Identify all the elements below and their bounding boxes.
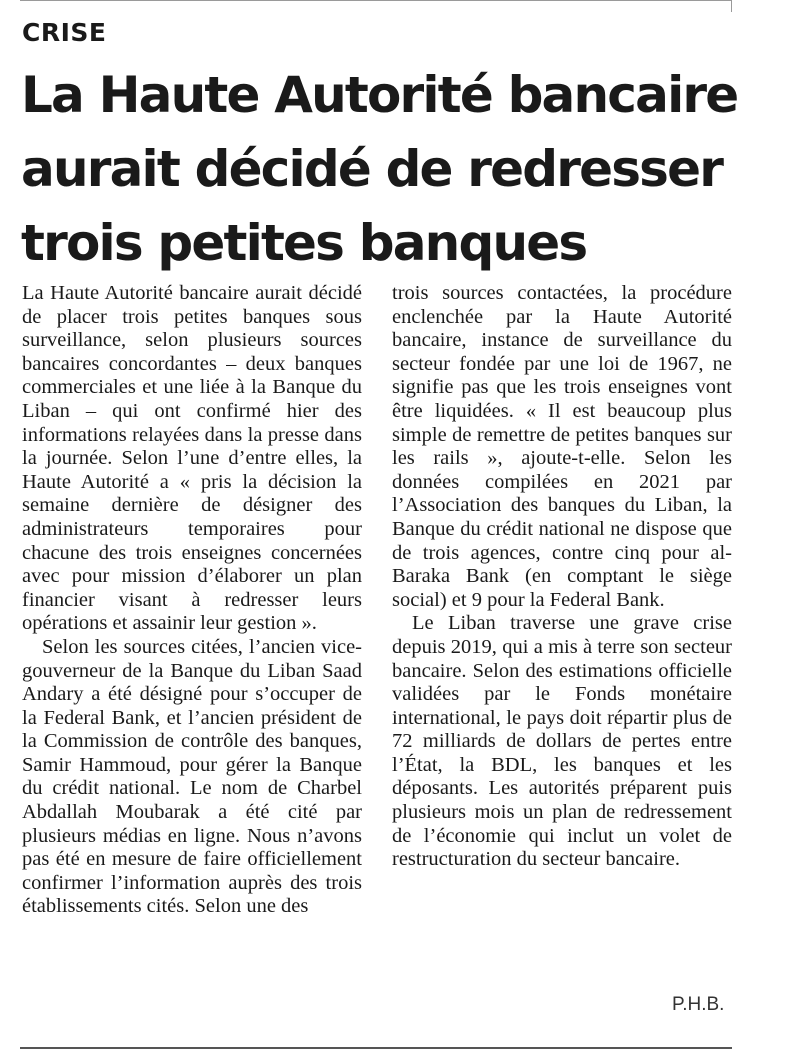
headline bbox=[21, 58, 741, 280]
byline: P.H.B. bbox=[672, 994, 725, 1015]
right-rule bbox=[731, 0, 732, 12]
section-kicker: CRISE bbox=[22, 18, 107, 47]
headline-line: aurait décidé de redresser bbox=[21, 140, 723, 198]
paragraph: La Haute Autorité bancaire aurait décidé de placer trois petites banques sous surveillance, selon plusieurs sources bancaires concordantes – deux banques commerciales et une liée à la Banque du Liban – qui ont confirmé hier des informations relayées dans la presse dans la journée. Selon l’une d’entre elles, la Haute Autorité a « pris la décision la semaine dernière de désigner des administrateurs temporaires pour chacune des trois enseignes concernées avec pour mission d’élaborer un plan financier visant à redresser leurs opérations et assainir leur gestion ». bbox=[22, 282, 362, 635]
paragraph: Le Liban traverse une grave crise depuis 2019, qui a mis à terre son secteur bancaire. Selon des estimations officielle validées par le Fonds monétaire international, le pays doit répartir plus de 72 milliards de dollars de pertes entre l’État, la BDL, les banques et les déposants. Les autorités préparent puis plusieurs mois un plan de redressement de l’économie qui inclut un volet de restructuration du secteur bancaire. bbox=[392, 612, 732, 871]
bottom-rule bbox=[20, 1047, 732, 1049]
article-column-right bbox=[392, 282, 732, 872]
headline-line: trois petites banques bbox=[21, 214, 587, 272]
top-rule bbox=[20, 0, 732, 1]
article-column-left bbox=[22, 282, 362, 919]
headline-line: La Haute Autorité bancaire bbox=[21, 66, 738, 124]
paragraph: trois sources contactées, la procédure enclenchée par la Haute Autorité bancaire, instance de surveillance du secteur fondée par une loi de 1967, ne signifie pas que les trois enseignes vont être liquidées. « Il est beaucoup plus simple de remettre de petites banques sur les rails », ajoute-t-elle. Selon les données compilées en 2021 par l’Association des banques du Liban, la Banque du crédit national ne dispose que de trois agences, contre cinq pour al-Baraka Bank (en comptant le siège social) et 9 pour la Federal Bank. bbox=[392, 282, 732, 611]
paragraph: Selon les sources citées, l’ancien vice-gouverneur de la Banque du Liban Saad Andary a été désigné pour s’occuper de la Federal Bank, et l’ancien président de la Commission de contrôle des banques, Samir Hammoud, pour gérer la Banque du crédit national. Le nom de Charbel Abdallah Moubarak a été cité par plusieurs médias en ligne. Nous n’avons pas été en mesure de faire officiellement confirmer l’information auprès des trois établissements cités. Selon une des bbox=[22, 635, 362, 918]
